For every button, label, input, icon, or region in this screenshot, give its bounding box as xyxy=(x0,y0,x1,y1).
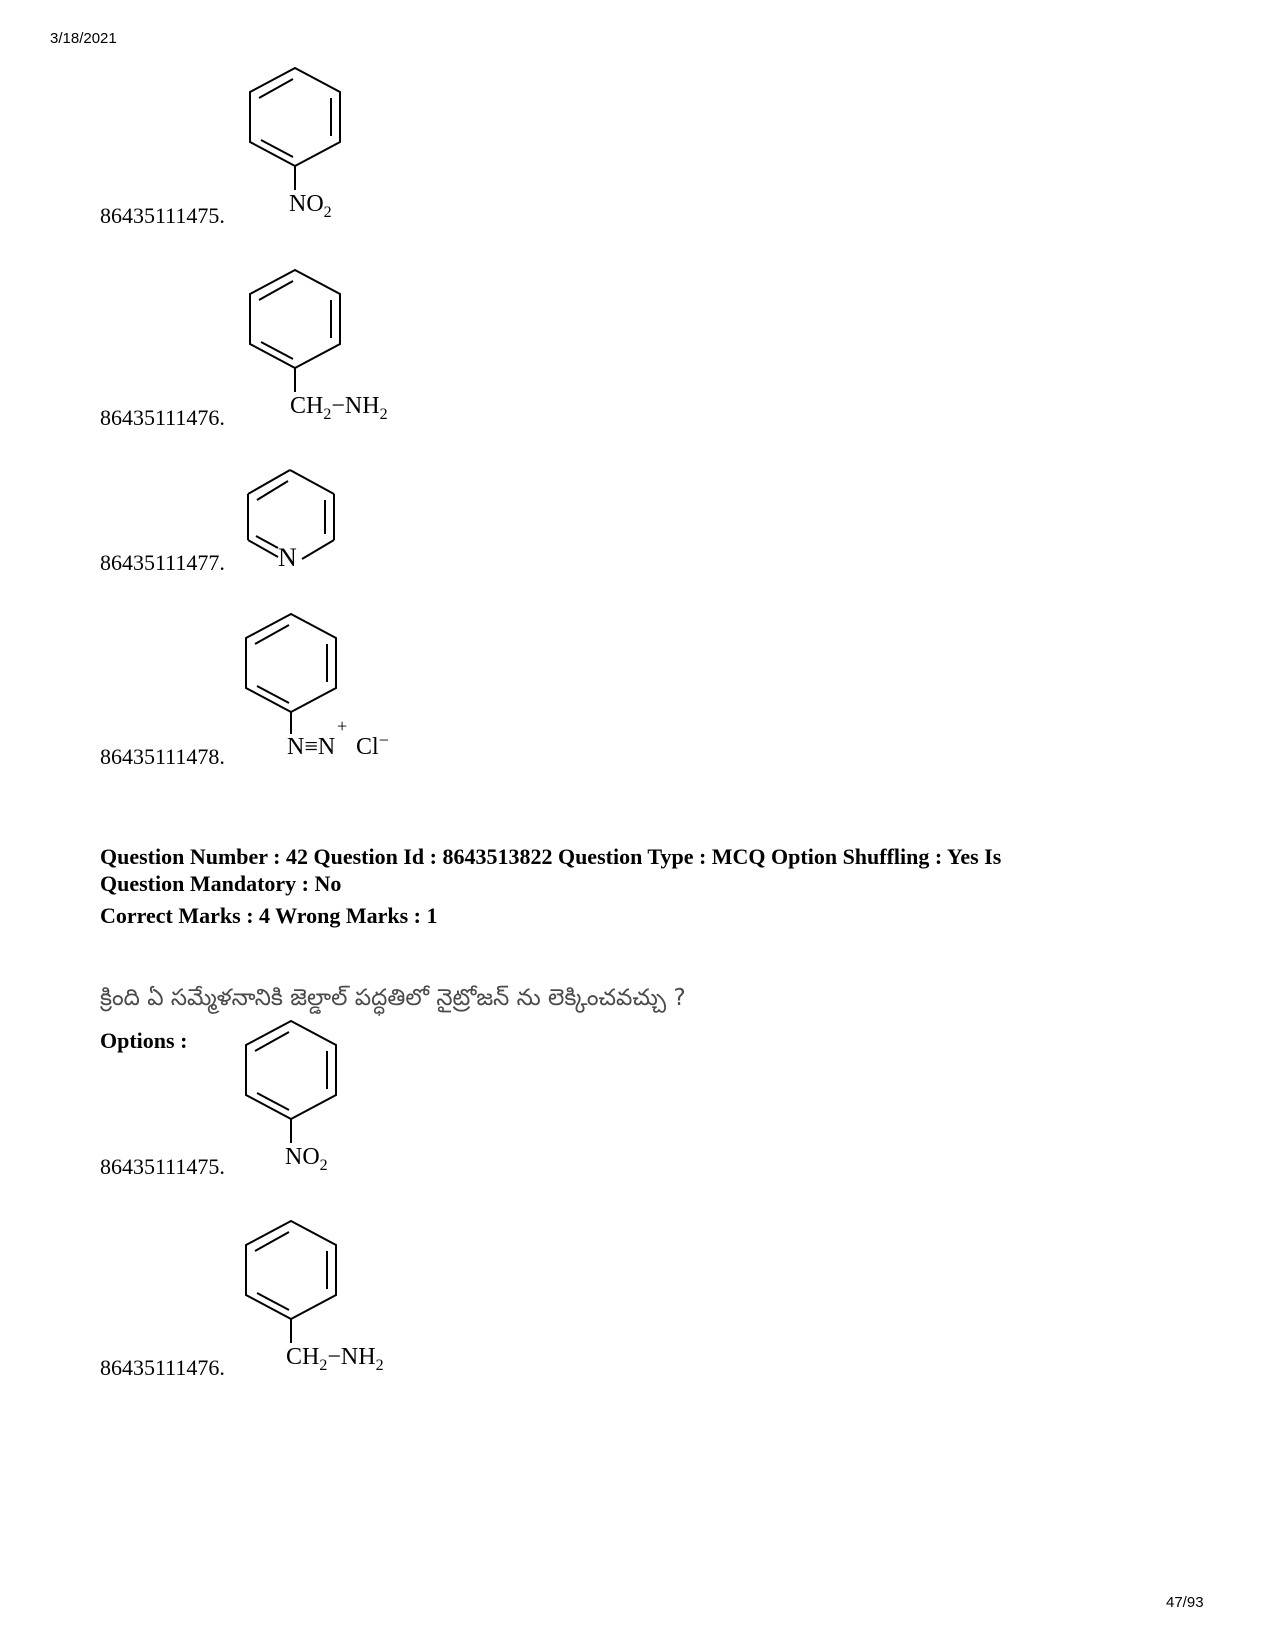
page-number: 47/93 xyxy=(1166,1594,1204,1611)
nitrobenzene-structure xyxy=(240,60,360,225)
diazonium-group-label: N≡N xyxy=(287,734,336,760)
question-text: క్రింది ఏ సమ్మేళనానికి జెల్డాల్ పద్ధతిలో నైట్రోజన్ ను లెక్కించవచ్చు ? xyxy=(100,985,686,1011)
nitro-group-label: $NO_2$ xyxy=(289,191,332,221)
option-id: 86435111475. xyxy=(100,203,225,228)
question-header-line-2: Question Mandatory : No xyxy=(100,871,342,896)
options-label: Options : xyxy=(100,1028,188,1053)
question-header-line-1: Question Number : 42 Question Id : 8643513822 Question Type : MCQ Option Shuffling : Yes Is xyxy=(100,844,1002,869)
positive-charge: + xyxy=(337,716,348,736)
option-id: 86435111478. xyxy=(100,744,225,769)
ch2-nh2-label: $CH_2-NH_2$ xyxy=(286,1344,384,1374)
chloride-ion-label: Cl− xyxy=(356,730,389,760)
print-date: 3/18/2021 xyxy=(50,30,117,47)
nitro-group-label: $NO_2$ xyxy=(285,1144,328,1174)
benzylamine-structure xyxy=(240,262,440,427)
pyridine-nitrogen-label: N xyxy=(278,543,297,572)
option-id: 86435111476. xyxy=(100,405,225,430)
option-id: 86435111477. xyxy=(100,550,225,575)
nitrobenzene-structure xyxy=(236,1013,356,1178)
pyridine-structure xyxy=(238,464,358,579)
benzylamine-structure xyxy=(236,1213,436,1378)
ch2-nh2-label: $CH_2-NH_2$ xyxy=(290,393,388,423)
question-marks: Correct Marks : 4 Wrong Marks : 1 xyxy=(100,903,438,928)
benzenediazonium-chloride-structure xyxy=(236,606,416,766)
option-id: 86435111475. xyxy=(100,1154,225,1179)
option-id: 86435111476. xyxy=(100,1355,225,1380)
